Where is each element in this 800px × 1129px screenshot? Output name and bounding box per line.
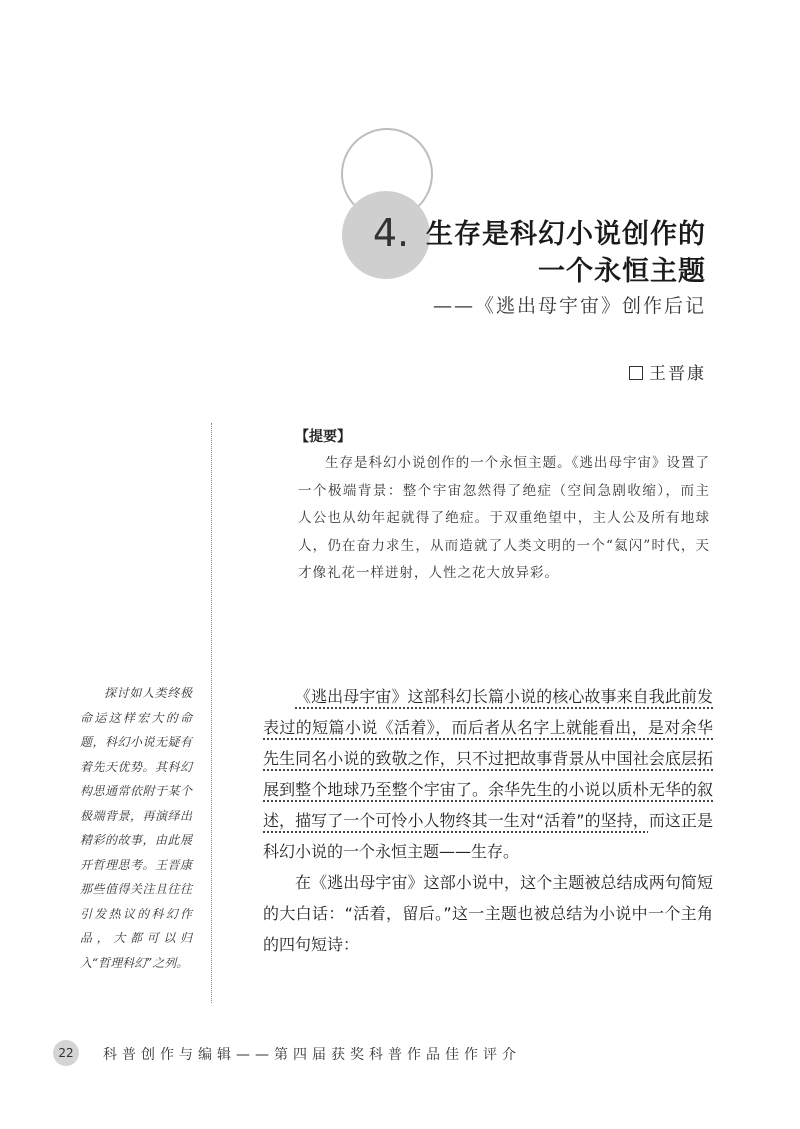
author-name: 王晋康 [649,364,706,384]
body-paragraph-1-end: 而这正是科幻小说的一个永恒主题——生存。 [263,811,713,861]
body-text [263,681,713,960]
abstract-label: 【提要】 [295,429,351,445]
page-number: 22 [58,1046,74,1060]
page-number-badge [53,1040,79,1066]
body-paragraph-2: 在《逃出母宇宙》这部小说中，这个主题被总结成两句简短的大白话：“活着，留后。”这一主题也被总结为小说中一个主角的四句短诗： [263,873,713,954]
vertical-dotted-divider [211,423,212,1003]
sidebar-note: 探讨如人类终极命运这样宏大的命题，科幻小说无疑有着先天优势。其科幻构思通常依附于某个极端背景，再演绎出精彩的故事，由此展开哲理思考。王晋康那些值得关注且往往引发热议的科幻作品，大都可以归入“哲理科幻”之列。 [80,686,192,970]
chapter-number: 4. [372,211,410,255]
body-paragraph-1 [263,681,713,867]
author-line [629,359,706,384]
title-line-2: 一个永恒主题 [538,256,706,287]
title-line-1: 生存是科幻小说创作的 [426,219,706,250]
square-box-icon [629,366,643,380]
running-footer-title: 科普创作与编辑——第四届获奖科普作品佳作评介 [103,1047,521,1063]
page-title [426,216,706,290]
page-subtitle: ——《逃出母宇宙》创作后记 [432,295,706,317]
chapter-number-badge [342,191,430,279]
emphasized-text: 《逃出母宇宙》这部科幻长篇小说的核心故事来自我此前发表过的短篇小说《活着》，而后者从名字上就能看出，是对余华先生同名小说的致敬之作，只不过把故事背景从中国社会底层拓展到整个地球乃至整个宇宙了。余华先生的小说以质朴无华的叙述，描写了一个可怜小人物终其一生对“活着”的坚持， [263,687,713,830]
abstract-text: 生存是科幻小说创作的一个永恒主题。《逃出母宇宙》设置了一个极端背景：整个宇宙忽然得了绝症（空间急剧收缩），而主人公也从幼年起就得了绝症。于双重绝望中，主人公及所有地球人，仍在奋力求生，从而造就了人类文明的一个“氦闪”时代，天才像礼花一样迸射，人性之花大放异彩。 [298,455,710,581]
